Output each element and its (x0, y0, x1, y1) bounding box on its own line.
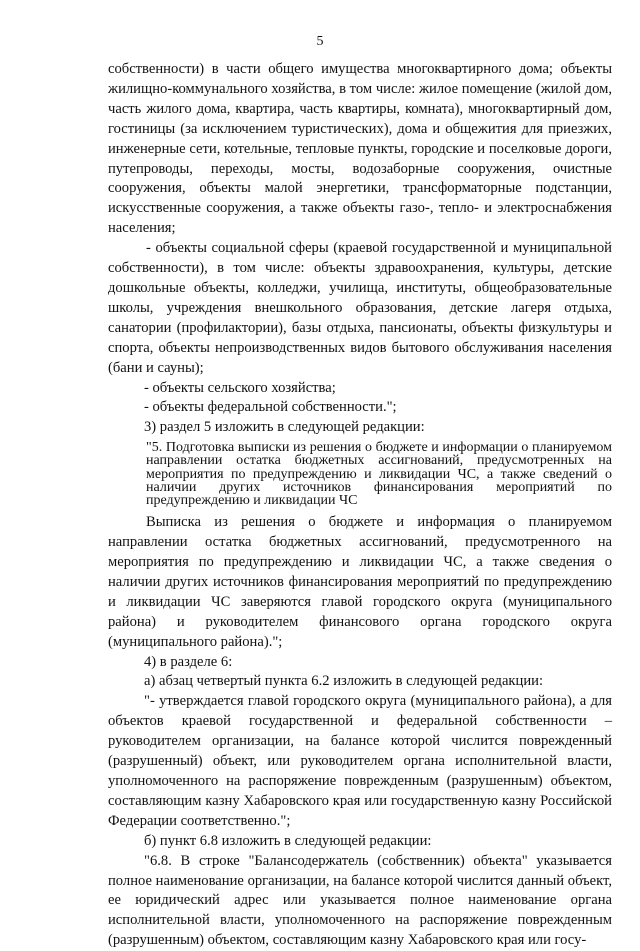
paragraph-6-2-intro: а) абзац четвертый пункта 6.2 изложить в следующей редакции: (144, 673, 544, 690)
document-body (108, 60, 612, 951)
paragraph-federal-objects: - объекты федеральной собственности."; (144, 399, 397, 416)
paragraph-6-8-intro: б) пункт 6.8 изложить в следующей редакции: (144, 832, 432, 849)
paragraph-housing-objects: собственности) в части общего имущества многоквартирного дома; объекты жилищно-коммунального хозяйства, в том числе: жилое помещение (жилой дом, часть жилого дома, квартира, часть квартиры, комната), многоквартирный дом, гостиницы (за исключением туристических), дома и общежития для приезжих, инженерные сети, котельные, тепловые пункты, городские и поселковые дороги, путепроводы, переходы, мосты, водозаборные сооружения, очистные сооружения, объекты малой энергетики, трансформаторные подстанции, искусственные сооружения, а также объекты газо-, тепло- и электроснабжения населения; (108, 61, 612, 237)
paragraph-section-5-intro: 3) раздел 5 изложить в следующей редакции: (144, 419, 425, 436)
paragraph-budget-extract: Выписка из решения о бюджете и информация о планируемом направлении остатка бюджетных ассигнований, предусмотренного на мероприятия по предупреждению и ликвидации ЧС, а также сведения о наличии других источников финансирования мероприятий по предупреждению и ликвидации ЧС заверяются главой городского округа (муниципального района) и руководителем финансового органа городского округа (муниципального района)."; (108, 514, 612, 650)
paragraph-section-6-intro: 4) в разделе 6: (144, 653, 233, 670)
paragraph-6-8-text: "6.8. В строке "Балансодержатель (собственник) объекта" указывается полное наименование организации, на балансе которой числится данный объект, ее юридический адрес или указывается полное наименование органа исполнительной власти, уполномоченного на распоряжение поврежденным (разрушенным) объектом, составляющим казну Хабаровского края или госу- (108, 852, 612, 949)
section-5-heading: "5. Подготовка выписки из решения о бюджете и информации о планируемом направлении остатка бюджетных ассигнований, предусмотренных на мероприятия по предупреждению и ликвидации ЧС, а также сведений о наличии других источников финансирования мероприятий по предупреждению и ликвидации ЧС (146, 440, 612, 509)
paragraph-social-objects: - объекты социальной сферы (краевой государственной и муниципальной собственности), в том числе: объекты здравоохранения, культуры, детские дошкольные объекты, колледжи, училища, институты, общеобразовательные школы, учреждения внешкольного образования, детские лагеря отдыха, санатории (профилактории), базы отдыха, пансионаты, объекты физкультуры и спорта, объекты непроизводственных видов бытового обслуживания населения (бани и сауны); (108, 240, 612, 376)
paragraph-agriculture-objects: - объекты сельского хозяйства; (144, 379, 336, 396)
page-number: 5 (316, 34, 324, 49)
paragraph-6-2-text: "- утверждается главой городского округа (муниципального района), а для объектов краевой государственной и федеральной собственности – руководителем организации, на балансе которой числится поврежденный (разрушенный) объект, или руководителем органа исполнительной власти, уполномоченного на распоряжение поврежденным (разрушенным) объектом, составляющим казну Хабаровского края или государственную казну Российской Федерации соответственно."; (108, 693, 612, 829)
